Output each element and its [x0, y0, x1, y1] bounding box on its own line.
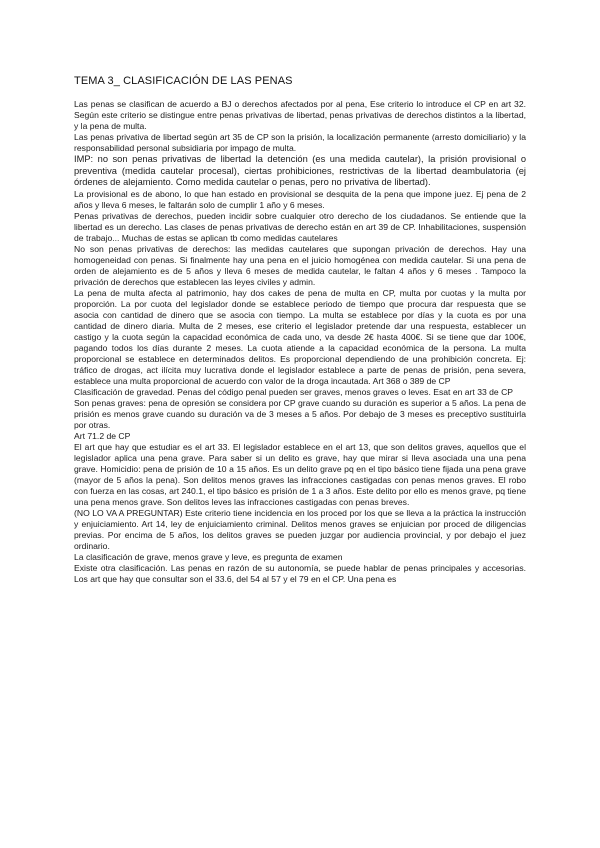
paragraph: IMP: no son penas privativas de libertad la detención (es una medida cautelar), la prisión provisional o preventiva (medida cautelar procesal), ciertas prohibiciones, restrictivas de la libertad deambulatoria (ej órdenes de alejamiento. Como medida cautelar o penas, pero no privativa de libertad).	[74, 154, 526, 188]
paragraph: Penas privativas de derechos, pueden incidir sobre cualquier otro derecho de los ciudadanos. Se entiende que la libertad es un derecho. Las clases de penas privativas de derecho están en art 39 de CP. Inhabilitaciones, suspensión de trabajo... Muchas de estas se aplican tb como medidas cautelares	[74, 210, 526, 243]
paragraph: La clasificación de grave, menos grave y leve, es pregunta de examen	[74, 551, 343, 562]
paragraph: Existe otra clasificación. Las penas en razón de su autonomía, se puede hablar de penas principales y accesorias. Los art que hay que consultar son el 33.6, del 54 al 57 y el 79 en el CP. Una pena es	[74, 562, 526, 584]
paragraph: (NO LO VA A PREGUNTAR) Este criterio tiene incidencia en los proced por los que se lleva a la práctica la instrucción y enjuiciamiento. Art 14, ley de enjuiciamiento criminal. Delitos menos graves se enjuician por proced de diligencias previas. Por encima de 5 años, los delitos graves se pueden juzgar por audiencia provincial, y por debajo el juez ordinario.	[74, 507, 526, 551]
paragraph: Art 71.2 de CP	[74, 430, 131, 441]
document-body	[74, 99, 526, 585]
paragraph: Clasificación de gravedad. Penas del código penal pueden ser graves, menos graves o leves. Esat en art 33 de CP	[74, 386, 514, 397]
paragraph: La provisional es de abono, lo que han estado en provisional se desquita de la pena que impone juez. Ej pena de 2 años y lleva 6 meses, le faltarán solo de cumplir 1 año y 6 meses.	[74, 188, 526, 210]
paragraph: El art que hay que estudiar es el art 33. El legislador establece en el art 13, que son delitos graves, aquellos que el legislador aplica una pena grave. Para saber si un delito es grave, hay que mirar si lleva asociada una una pena grave. Homicidio: pena de prisión de 10 a 15 años. Es un delito grave pq en el tipo básico tiene fijada una pena grave (mayor de 5 años la pena). Son delitos menos graves las infracciones castigadas con penas menos graves. El robo con fuerza en las cosas, art 240.1, el tipo básico es prisión de 1 a 3 años. Este delito por ello es menos grave, pq tiene una pena menos grave. Son delitos leves las infracciones castigadas con penas breves.	[74, 441, 526, 507]
paragraph: Las penas se clasifican de acuerdo a BJ o derechos afectados por al pena, Ese criterio lo introduce el CP en art 32. Según este criterio se distingue entre penas privativas de libertad, penas privativas de derechos distintos a la libertad, y la pena de multa.	[74, 99, 526, 131]
paragraph: Las penas privativa de libertad según art 35 de CP son la prisión, la localización permanente (arresto domiciliario) y la responsabilidad personal subsidiaria por impago de multa.	[74, 132, 526, 153]
document-title: TEMA 3_ CLASIFICACIÓN DE LAS PENAS	[74, 75, 293, 87]
paragraph: Son penas graves: pena de opresión se considera por CP grave cuando su duración es superior a 5 años. La pena de prisión es menos grave cuando su duración va de 3 meses a 5 años. Por debajo de 3 meses es preceptivo sustituirla por otras.	[74, 397, 526, 430]
paragraph: No son penas privativas de derechos: las medidas cautelares que supongan privación de derechos. Hay una homogeneidad con penas. Si finalmente hay una pena en el juicio homogénea con medida cautelar. Si una pena de orden de alejamiento es de 5 años y lleva 6 meses de medida cautelar, le faltan 4 años y 6 meses . Tampoco la privación de derechos que establecen las leyes civiles y admin.	[74, 243, 526, 287]
paragraph: La pena de multa afecta al patrimonio, hay dos cakes de pena de multa en CP, multa por cuotas y la multa por proporción. La por cuota del legislador donde se establece periodo de tiempo que procura dar respuesta que se asocia con cantidad de dinero que se asocia con tiempo. La multa se establece por días y la cuota es por una cantidad de dinero diaria. Multa de 2 meses, ese criterio el legislador pretende dar una respuesta, establecer un castigo y la cuota según la capacidad económica de cada uno, va desde 2€ hasta 400€. Si se tiene que dar 100€, pagando todos los días durante 2 meses. La cuota atiende a la capacidad económica de la persona. La multa proporcional se establece en determinados delitos. Es proporcional dependiendo de una prohibición concreta. Ej: tráfico de drogas, act ilícita muy lucrativa donde el legislador establece a parte de penas de prisión, pena severa, establece una multa proporcional de acuerdo con valor de la droga incautada. Art 368 o 389 de CP	[74, 287, 526, 386]
